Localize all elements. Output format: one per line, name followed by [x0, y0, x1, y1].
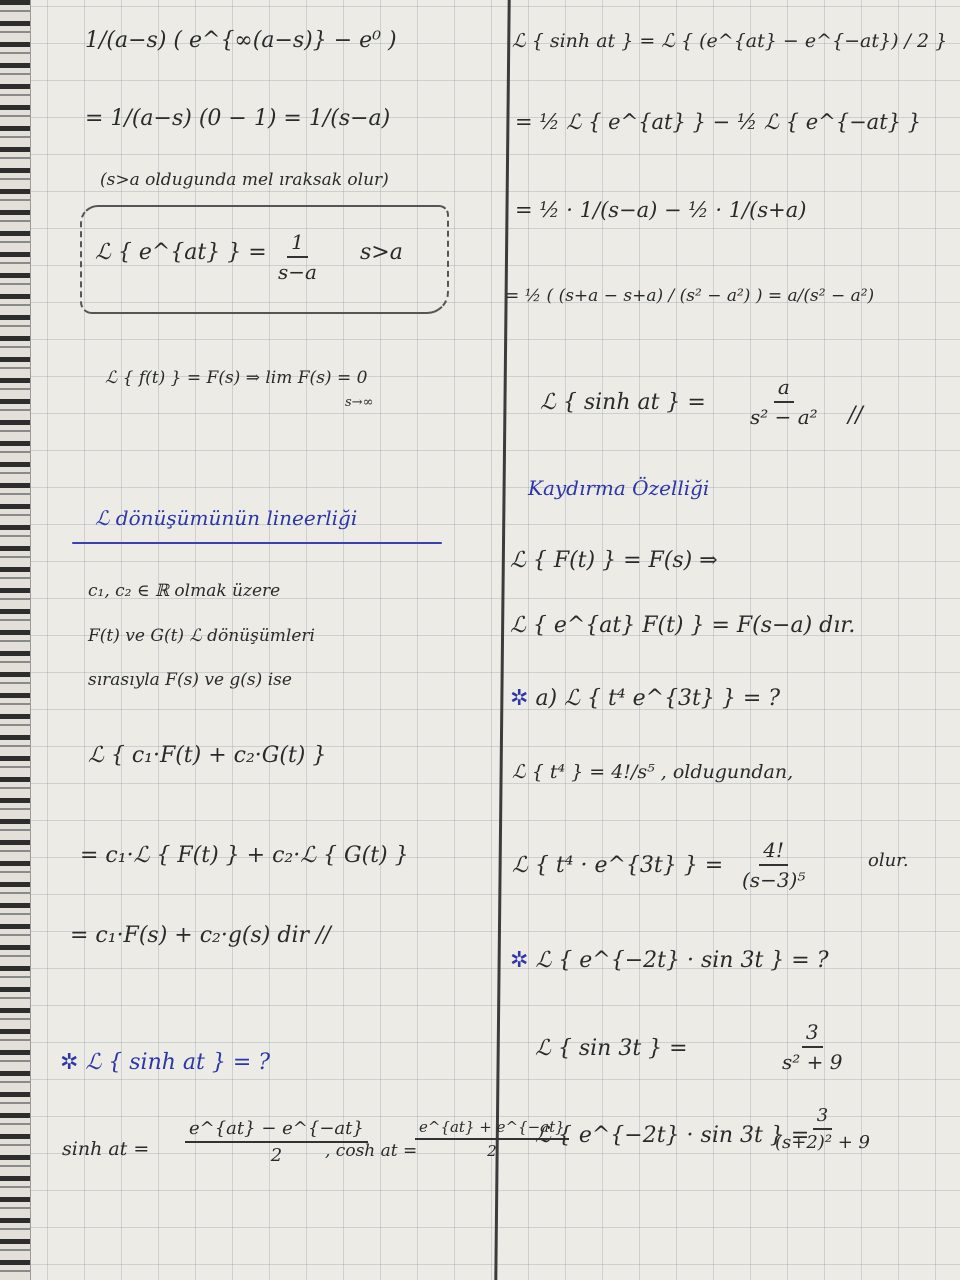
cosh-def-den: 2 — [487, 1142, 497, 1160]
example-1 — [510, 688, 780, 710]
left-line-5: ℒ { f(t) } = F(s) ⇒ lim F(s) = 0 — [105, 368, 368, 388]
example-2-line-2-fraction — [775, 1105, 870, 1153]
example-2-line-1-lhs: ℒ { sin 3t } = — [535, 1036, 688, 1061]
right-line-2: = ½ ℒ { e^{at} } − ½ ℒ { e^{−at} } — [515, 110, 922, 134]
right-line-5-end: // — [848, 403, 863, 428]
example-1-line-2-den: (s−3)⁵ — [742, 868, 806, 892]
left-para-6: = c₁·F(s) + c₂·g(s) dir // — [70, 923, 331, 948]
column-divider — [494, 0, 510, 1280]
shift-line-1: ℒ { F(t) } = F(s) ⇒ — [510, 548, 718, 573]
right-line-5-den: s² − a² — [750, 405, 818, 429]
example-1-line-2-num: 4! — [759, 838, 788, 866]
right-line-5-num: a — [774, 375, 794, 403]
example-2-line-2-lhs: ℒ { e^{−2t} · sin 3t } = — [535, 1123, 810, 1148]
cosh-def-num: e^{at} + e^{−at} — [415, 1118, 569, 1140]
right-line-3: = ½ · 1/(s−a) − ½ · 1/(s+a) — [515, 198, 807, 222]
left-line-1: 1/(a−s) ( e^{∞(a−s)} − e⁰ ) — [85, 28, 397, 53]
right-line-5-lhs: ℒ { sinh at } = — [540, 390, 706, 415]
left-para-5: = c₁·ℒ { F(t) } + c₂·ℒ { G(t) } — [80, 843, 409, 868]
example-1-line-2-lhs: ℒ { t⁴ · e^{3t} } = — [512, 853, 724, 878]
boxed-num: 1 — [287, 230, 308, 258]
section-title-linearity: ℒ dönüşümünün lineerliği — [95, 506, 358, 530]
example-2 — [510, 950, 829, 972]
left-para-1: c₁, c₂ ∈ ℝ olmak üzere — [88, 581, 281, 601]
example-1-line-2-end: olur. — [868, 850, 909, 871]
boxed-lhs: ℒ { e^{at} } = — [95, 240, 267, 265]
left-line-5-sub: s→∞ — [345, 395, 374, 410]
cosh-def-lhs: , cosh at = — [325, 1141, 418, 1161]
example-2-line-1-num: 3 — [802, 1020, 823, 1048]
example-2-line-2-num: 3 — [813, 1105, 832, 1130]
section-underline — [72, 542, 442, 544]
example-1-line-2-fraction — [742, 838, 805, 892]
spiral-binding — [0, 0, 31, 1280]
left-line-2: = 1/(a−s) (0 − 1) = 1/(s−a) — [85, 106, 391, 131]
asterisk-icon: ✲ — [510, 686, 529, 711]
right-line-1: ℒ { sinh at } = ℒ { (e^{at} − e^{−at}) / 2 } — [512, 30, 948, 52]
left-para-2: F(t) ve G(t) ℒ dönüşümleri — [88, 626, 315, 646]
right-line-4: = ½ ( (s+a − s+a) / (s² − a²) ) = a/(s² − a²) — [505, 286, 875, 306]
left-line-3: (s>a oldugunda mel ıraksak olur) — [100, 170, 389, 190]
example-1-text: a) ℒ { t⁴ e^{3t} } = ? — [535, 686, 781, 711]
sinh-def-num: e^{at} − e^{−at} — [185, 1118, 368, 1143]
boxed-den: s−a — [278, 260, 317, 284]
left-para-3: sırasıyla F(s) ve g(s) ise — [88, 670, 292, 690]
sinh-def-den: 2 — [270, 1145, 283, 1166]
boxed-fraction — [278, 230, 317, 284]
example-2-text: ℒ { e^{−2t} · sin 3t } = ? — [535, 948, 829, 973]
example-2-line-1-den: s² + 9 — [782, 1050, 843, 1074]
question-sinh-text: ℒ { sinh at } = ? — [85, 1050, 271, 1075]
asterisk-icon: ✲ — [510, 948, 529, 973]
question-sinh — [60, 1052, 270, 1074]
example-1-line-1: ℒ { t⁴ } = 4!/s⁵ , oldugundan, — [512, 761, 794, 783]
boxed-cond: s>a — [360, 240, 403, 265]
example-2-line-1-fraction — [782, 1020, 842, 1074]
shift-line-2: ℒ { e^{at} F(t) } = F(s−a) dır. — [510, 613, 856, 638]
section-title-shift: Kaydırma Özelliği — [528, 476, 710, 500]
right-line-5-fraction — [750, 375, 818, 429]
left-para-4: ℒ { c₁·F(t) + c₂·G(t) } — [88, 743, 327, 768]
asterisk-icon: ✲ — [60, 1050, 79, 1075]
example-2-line-2-den: (s+2)² + 9 — [775, 1132, 871, 1153]
sinh-def-lhs: sinh at = — [62, 1138, 150, 1160]
